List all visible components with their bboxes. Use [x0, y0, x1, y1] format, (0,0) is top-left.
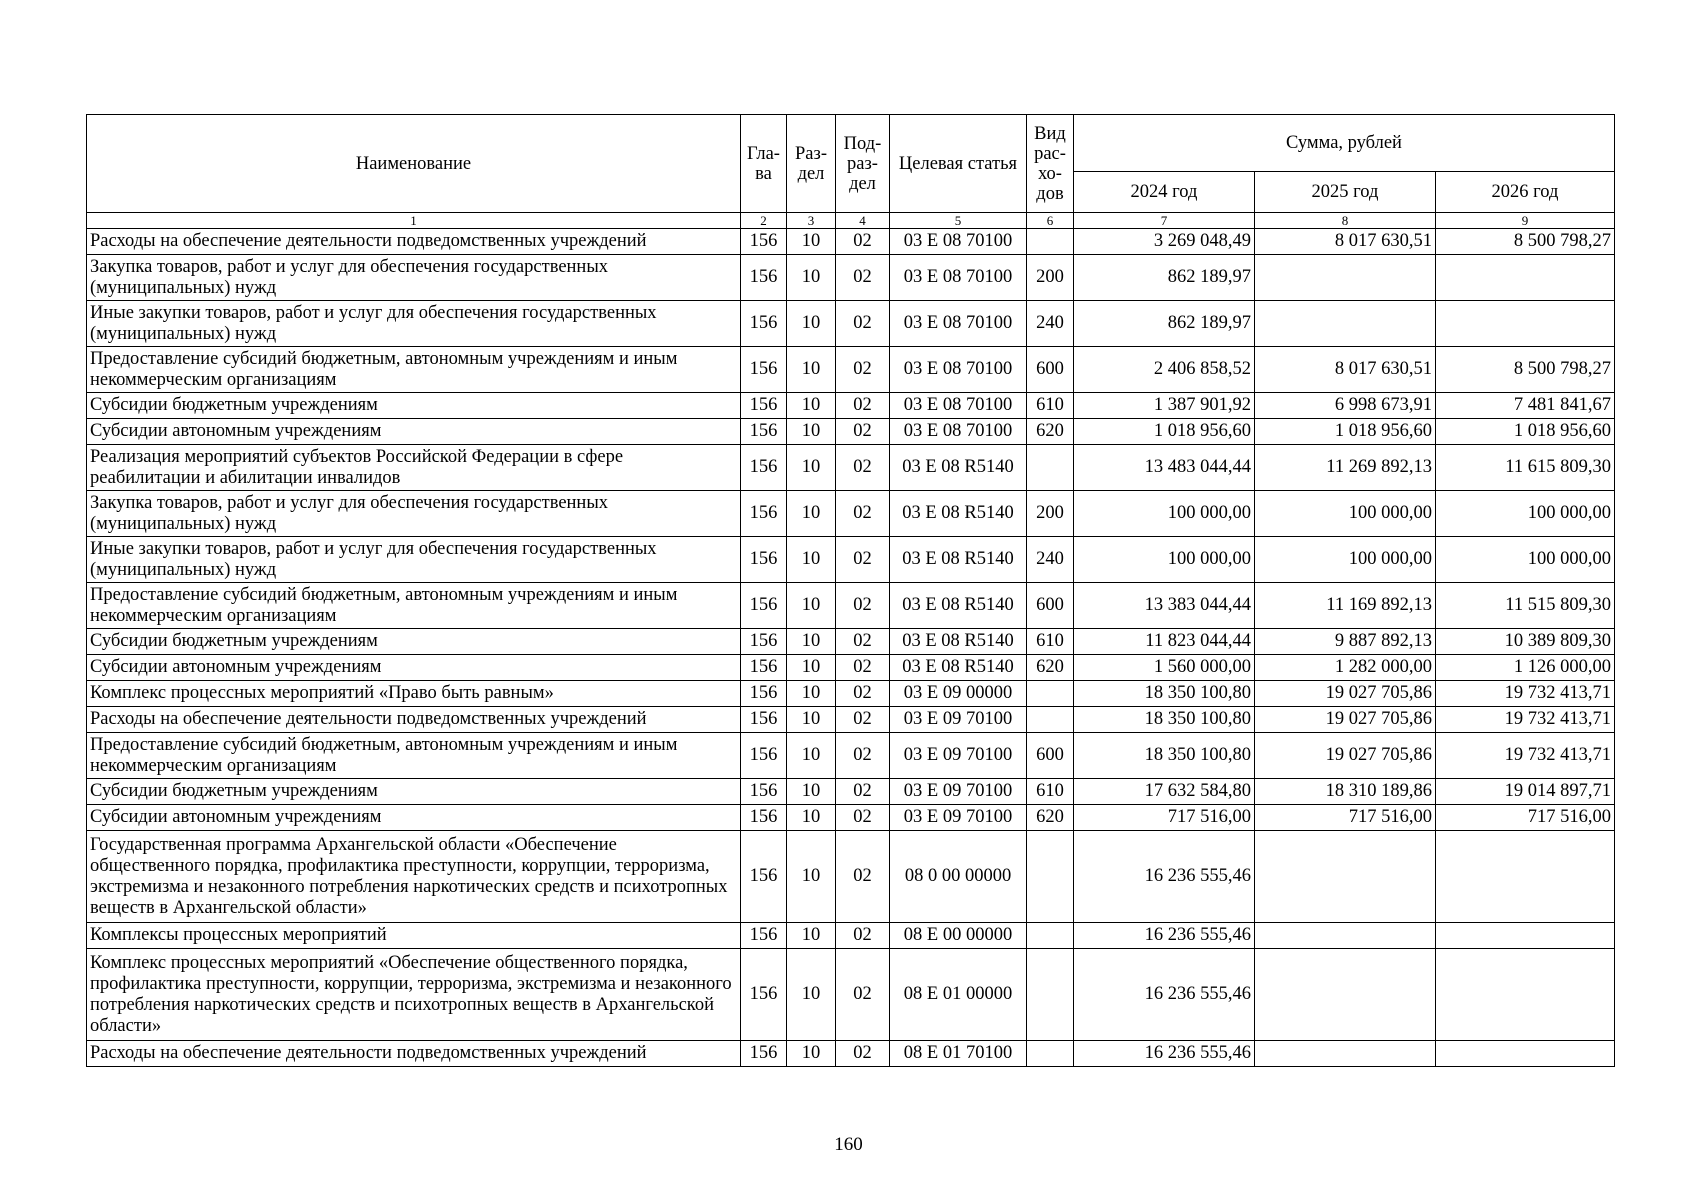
row-podrazdel: 02 [836, 629, 890, 655]
row-amount-2025 [1255, 923, 1436, 949]
row-podrazdel: 02 [836, 229, 890, 255]
row-podrazdel: 02 [836, 419, 890, 445]
row-amount-2024: 1 018 956,60 [1074, 419, 1255, 445]
row-glava: 156 [741, 629, 787, 655]
row-podrazdel: 02 [836, 805, 890, 831]
row-amount-2026: 8 500 798,27 [1436, 347, 1615, 393]
row-razdel: 10 [787, 583, 836, 629]
table-row [87, 301, 1615, 347]
row-amount-2024: 2 406 858,52 [1074, 347, 1255, 393]
row-amount-2025: 100 000,00 [1255, 491, 1436, 537]
col-number: 7 [1074, 213, 1255, 229]
col-number: 9 [1436, 213, 1615, 229]
row-amount-2024: 18 350 100,80 [1074, 681, 1255, 707]
row-razdel: 10 [787, 681, 836, 707]
table-row [87, 779, 1615, 805]
row-name: Государственная программа Архангельской области «Обеспечение общественного порядка, профилактика преступности, коррупции, терроризма, экстремизма и незаконного потребления наркотических средств и психотропных веществ в Архангельской области» [87, 831, 741, 923]
row-amount-2024: 862 189,97 [1074, 301, 1255, 347]
col-number: 6 [1027, 213, 1074, 229]
row-name: Субсидии автономным учреждениям [87, 805, 741, 831]
row-amount-2026 [1436, 1041, 1615, 1067]
row-glava: 156 [741, 733, 787, 779]
col-number: 1 [87, 213, 741, 229]
row-vid-rashodov: 610 [1027, 779, 1074, 805]
row-amount-2025 [1255, 301, 1436, 347]
row-amount-2026: 11 615 809,30 [1436, 445, 1615, 491]
row-podrazdel: 02 [836, 733, 890, 779]
row-amount-2026 [1436, 301, 1615, 347]
row-amount-2026: 7 481 841,67 [1436, 393, 1615, 419]
row-amount-2026: 19 014 897,71 [1436, 779, 1615, 805]
table-row [87, 707, 1615, 733]
row-razdel: 10 [787, 779, 836, 805]
row-celevaya-statya: 03 Е 09 70100 [890, 733, 1027, 779]
row-podrazdel: 02 [836, 779, 890, 805]
row-celevaya-statya: 03 Е 08 R5140 [890, 445, 1027, 491]
table-row [87, 629, 1615, 655]
row-name: Комплексы процессных мероприятий [87, 923, 741, 949]
row-vid-rashodov: 620 [1027, 805, 1074, 831]
row-amount-2026: 100 000,00 [1436, 537, 1615, 583]
row-name: Расходы на обеспечение деятельности подведомственных учреждений [87, 1041, 741, 1067]
table-row [87, 583, 1615, 629]
table-row [87, 491, 1615, 537]
row-amount-2025: 100 000,00 [1255, 537, 1436, 583]
row-amount-2024: 1 387 901,92 [1074, 393, 1255, 419]
table-row [87, 393, 1615, 419]
row-celevaya-statya: 03 Е 08 R5140 [890, 655, 1027, 681]
row-amount-2024: 1 560 000,00 [1074, 655, 1255, 681]
row-razdel: 10 [787, 923, 836, 949]
row-amount-2024: 18 350 100,80 [1074, 733, 1255, 779]
row-glava: 156 [741, 949, 787, 1041]
row-razdel: 10 [787, 629, 836, 655]
row-podrazdel: 02 [836, 655, 890, 681]
row-vid-rashodov [1027, 923, 1074, 949]
table-row [87, 831, 1615, 923]
row-podrazdel: 02 [836, 537, 890, 583]
row-vid-rashodov: 600 [1027, 583, 1074, 629]
row-podrazdel: 02 [836, 831, 890, 923]
row-amount-2024: 13 483 044,44 [1074, 445, 1255, 491]
row-celevaya-statya: 03 Е 08 70100 [890, 393, 1027, 419]
row-name: Расходы на обеспечение деятельности подведомственных учреждений [87, 229, 741, 255]
row-celevaya-statya: 03 Е 08 R5140 [890, 491, 1027, 537]
table-row [87, 655, 1615, 681]
row-amount-2026 [1436, 923, 1615, 949]
row-amount-2024: 100 000,00 [1074, 537, 1255, 583]
row-amount-2024: 11 823 044,44 [1074, 629, 1255, 655]
row-glava: 156 [741, 707, 787, 733]
table-row [87, 347, 1615, 393]
row-podrazdel: 02 [836, 1041, 890, 1067]
row-vid-rashodov: 240 [1027, 537, 1074, 583]
table-row [87, 445, 1615, 491]
row-podrazdel: 02 [836, 681, 890, 707]
row-podrazdel: 02 [836, 583, 890, 629]
row-razdel: 10 [787, 1041, 836, 1067]
row-razdel: 10 [787, 949, 836, 1041]
row-podrazdel: 02 [836, 301, 890, 347]
row-vid-rashodov: 620 [1027, 655, 1074, 681]
table-row [87, 681, 1615, 707]
row-razdel: 10 [787, 393, 836, 419]
row-glava: 156 [741, 779, 787, 805]
row-razdel: 10 [787, 805, 836, 831]
row-celevaya-statya: 03 Е 08 70100 [890, 301, 1027, 347]
row-glava: 156 [741, 831, 787, 923]
row-amount-2025: 8 017 630,51 [1255, 229, 1436, 255]
row-celevaya-statya: 03 Е 08 R5140 [890, 583, 1027, 629]
row-name: Закупка товаров, работ и услуг для обеспечения государственных (муниципальных) нужд [87, 491, 741, 537]
row-vid-rashodov: 620 [1027, 419, 1074, 445]
row-amount-2024: 16 236 555,46 [1074, 1041, 1255, 1067]
row-razdel: 10 [787, 229, 836, 255]
row-vid-rashodov: 200 [1027, 255, 1074, 301]
row-vid-rashodov: 610 [1027, 629, 1074, 655]
row-glava: 156 [741, 1041, 787, 1067]
row-glava: 156 [741, 805, 787, 831]
row-celevaya-statya: 08 Е 01 00000 [890, 949, 1027, 1041]
row-vid-rashodov: 200 [1027, 491, 1074, 537]
row-glava: 156 [741, 537, 787, 583]
row-amount-2024: 100 000,00 [1074, 491, 1255, 537]
row-amount-2025: 8 017 630,51 [1255, 347, 1436, 393]
row-amount-2026: 19 732 413,71 [1436, 707, 1615, 733]
row-glava: 156 [741, 301, 787, 347]
row-celevaya-statya: 03 Е 08 70100 [890, 255, 1027, 301]
row-name: Комплекс процессных мероприятий «Обеспечение общественного порядка, профилактика преступности, коррупции, терроризма, экстремизма и незаконного потребления наркотических средств и психотропных веществ в Архангельской области» [87, 949, 741, 1041]
row-glava: 156 [741, 393, 787, 419]
row-name: Расходы на обеспечение деятельности подведомственных учреждений [87, 707, 741, 733]
table-row [87, 733, 1615, 779]
row-celevaya-statya: 03 Е 08 R5140 [890, 537, 1027, 583]
header-name: Наименование [87, 115, 741, 213]
row-amount-2025 [1255, 831, 1436, 923]
header-year-2024: 2024 год [1074, 172, 1255, 213]
row-name: Предоставление субсидий бюджетным, автономным учреждениям и иным некоммерческим организациям [87, 583, 741, 629]
row-name: Субсидии автономным учреждениям [87, 419, 741, 445]
header-vid-rashodov: Вид рас-хо-дов [1027, 115, 1074, 213]
row-amount-2024: 717 516,00 [1074, 805, 1255, 831]
row-glava: 156 [741, 347, 787, 393]
row-glava: 156 [741, 229, 787, 255]
row-glava: 156 [741, 655, 787, 681]
row-celevaya-statya: 03 Е 08 70100 [890, 419, 1027, 445]
row-razdel: 10 [787, 831, 836, 923]
row-name: Реализация мероприятий субъектов Российской Федерации в сфере реабилитации и абилитации инвалидов [87, 445, 741, 491]
row-amount-2025: 1 018 956,60 [1255, 419, 1436, 445]
column-numbers-row [87, 213, 1615, 229]
row-glava: 156 [741, 445, 787, 491]
row-razdel: 10 [787, 491, 836, 537]
row-amount-2025: 9 887 892,13 [1255, 629, 1436, 655]
row-amount-2026 [1436, 831, 1615, 923]
row-amount-2026: 8 500 798,27 [1436, 229, 1615, 255]
row-name: Иные закупки товаров, работ и услуг для обеспечения государственных (муниципальных) нужд [87, 301, 741, 347]
row-celevaya-statya: 03 Е 09 70100 [890, 779, 1027, 805]
table-row [87, 537, 1615, 583]
col-number: 5 [890, 213, 1027, 229]
row-amount-2025: 11 169 892,13 [1255, 583, 1436, 629]
row-amount-2024: 13 383 044,44 [1074, 583, 1255, 629]
row-razdel: 10 [787, 419, 836, 445]
row-celevaya-statya: 08 0 00 00000 [890, 831, 1027, 923]
table-row [87, 229, 1615, 255]
row-amount-2026: 11 515 809,30 [1436, 583, 1615, 629]
row-amount-2026: 19 732 413,71 [1436, 681, 1615, 707]
budget-table [86, 114, 1615, 1067]
row-vid-rashodov [1027, 707, 1074, 733]
row-podrazdel: 02 [836, 393, 890, 419]
row-name: Закупка товаров, работ и услуг для обеспечения государственных (муниципальных) нужд [87, 255, 741, 301]
col-number: 3 [787, 213, 836, 229]
row-amount-2025: 1 282 000,00 [1255, 655, 1436, 681]
row-razdel: 10 [787, 655, 836, 681]
table-row [87, 949, 1615, 1041]
row-amount-2026 [1436, 949, 1615, 1041]
row-podrazdel: 02 [836, 707, 890, 733]
row-name: Субсидии бюджетным учреждениям [87, 779, 741, 805]
row-name: Комплекс процессных мероприятий «Право быть равным» [87, 681, 741, 707]
row-podrazdel: 02 [836, 491, 890, 537]
row-amount-2026: 10 389 809,30 [1436, 629, 1615, 655]
row-celevaya-statya: 03 Е 09 70100 [890, 707, 1027, 733]
row-amount-2026 [1436, 255, 1615, 301]
table-row [87, 805, 1615, 831]
row-podrazdel: 02 [836, 347, 890, 393]
header-year-2025: 2025 год [1255, 172, 1436, 213]
row-amount-2024: 16 236 555,46 [1074, 923, 1255, 949]
row-amount-2026: 19 732 413,71 [1436, 733, 1615, 779]
row-name: Субсидии автономным учреждениям [87, 655, 741, 681]
row-glava: 156 [741, 255, 787, 301]
row-amount-2024: 3 269 048,49 [1074, 229, 1255, 255]
row-name: Предоставление субсидий бюджетным, автономным учреждениям и иным некоммерческим организациям [87, 733, 741, 779]
row-amount-2025: 18 310 189,86 [1255, 779, 1436, 805]
row-amount-2024: 862 189,97 [1074, 255, 1255, 301]
header-row-top [87, 115, 1615, 172]
row-amount-2025: 717 516,00 [1255, 805, 1436, 831]
row-vid-rashodov: 600 [1027, 347, 1074, 393]
row-razdel: 10 [787, 707, 836, 733]
table-row [87, 923, 1615, 949]
row-razdel: 10 [787, 733, 836, 779]
row-podrazdel: 02 [836, 923, 890, 949]
row-amount-2025: 11 269 892,13 [1255, 445, 1436, 491]
table-row [87, 419, 1615, 445]
row-razdel: 10 [787, 255, 836, 301]
row-vid-rashodov [1027, 445, 1074, 491]
row-vid-rashodov: 240 [1027, 301, 1074, 347]
row-amount-2024: 16 236 555,46 [1074, 831, 1255, 923]
row-celevaya-statya: 03 Е 08 70100 [890, 229, 1027, 255]
table-row [87, 1041, 1615, 1067]
row-podrazdel: 02 [836, 949, 890, 1041]
row-amount-2026: 100 000,00 [1436, 491, 1615, 537]
header-glava: Гла-ва [741, 115, 787, 213]
row-name: Иные закупки товаров, работ и услуг для обеспечения государственных (муниципальных) нужд [87, 537, 741, 583]
row-vid-rashodov: 600 [1027, 733, 1074, 779]
row-celevaya-statya: 03 Е 08 70100 [890, 347, 1027, 393]
row-glava: 156 [741, 419, 787, 445]
row-celevaya-statya: 03 Е 08 R5140 [890, 629, 1027, 655]
row-glava: 156 [741, 681, 787, 707]
row-amount-2026: 717 516,00 [1436, 805, 1615, 831]
row-amount-2025: 6 998 673,91 [1255, 393, 1436, 419]
row-razdel: 10 [787, 347, 836, 393]
row-amount-2026: 1 126 000,00 [1436, 655, 1615, 681]
row-amount-2025 [1255, 1041, 1436, 1067]
row-podrazdel: 02 [836, 255, 890, 301]
row-vid-rashodov [1027, 1041, 1074, 1067]
row-amount-2025: 19 027 705,86 [1255, 733, 1436, 779]
row-amount-2025 [1255, 255, 1436, 301]
row-amount-2024: 18 350 100,80 [1074, 707, 1255, 733]
header-celevaya-statya: Целевая статья [890, 115, 1027, 213]
row-glava: 156 [741, 491, 787, 537]
row-vid-rashodov [1027, 949, 1074, 1041]
row-vid-rashodov [1027, 229, 1074, 255]
col-number: 8 [1255, 213, 1436, 229]
col-number: 2 [741, 213, 787, 229]
row-amount-2025: 19 027 705,86 [1255, 707, 1436, 733]
row-celevaya-statya: 08 Е 01 70100 [890, 1041, 1027, 1067]
row-glava: 156 [741, 923, 787, 949]
table-body [87, 229, 1615, 1067]
row-celevaya-statya: 03 Е 09 00000 [890, 681, 1027, 707]
row-vid-rashodov [1027, 681, 1074, 707]
row-name: Предоставление субсидий бюджетным, автономным учреждениям и иным некоммерческим организациям [87, 347, 741, 393]
row-amount-2026: 1 018 956,60 [1436, 419, 1615, 445]
header-razdel: Раз-дел [787, 115, 836, 213]
row-name: Субсидии бюджетным учреждениям [87, 393, 741, 419]
row-amount-2024: 16 236 555,46 [1074, 949, 1255, 1041]
header-podrazdel: Под-раз-дел [836, 115, 890, 213]
row-amount-2024: 17 632 584,80 [1074, 779, 1255, 805]
row-vid-rashodov: 610 [1027, 393, 1074, 419]
row-celevaya-statya: 03 Е 09 70100 [890, 805, 1027, 831]
col-number: 4 [836, 213, 890, 229]
row-amount-2025: 19 027 705,86 [1255, 681, 1436, 707]
page-number: 160 [834, 1134, 863, 1155]
table-row [87, 255, 1615, 301]
row-vid-rashodov [1027, 831, 1074, 923]
row-glava: 156 [741, 583, 787, 629]
row-name: Субсидии бюджетным учреждениям [87, 629, 741, 655]
row-celevaya-statya: 08 Е 00 00000 [890, 923, 1027, 949]
row-podrazdel: 02 [836, 445, 890, 491]
header-summa: Сумма, рублей [1074, 115, 1615, 172]
row-razdel: 10 [787, 301, 836, 347]
row-razdel: 10 [787, 445, 836, 491]
row-razdel: 10 [787, 537, 836, 583]
header-year-2026: 2026 год [1436, 172, 1615, 213]
row-amount-2025 [1255, 949, 1436, 1041]
